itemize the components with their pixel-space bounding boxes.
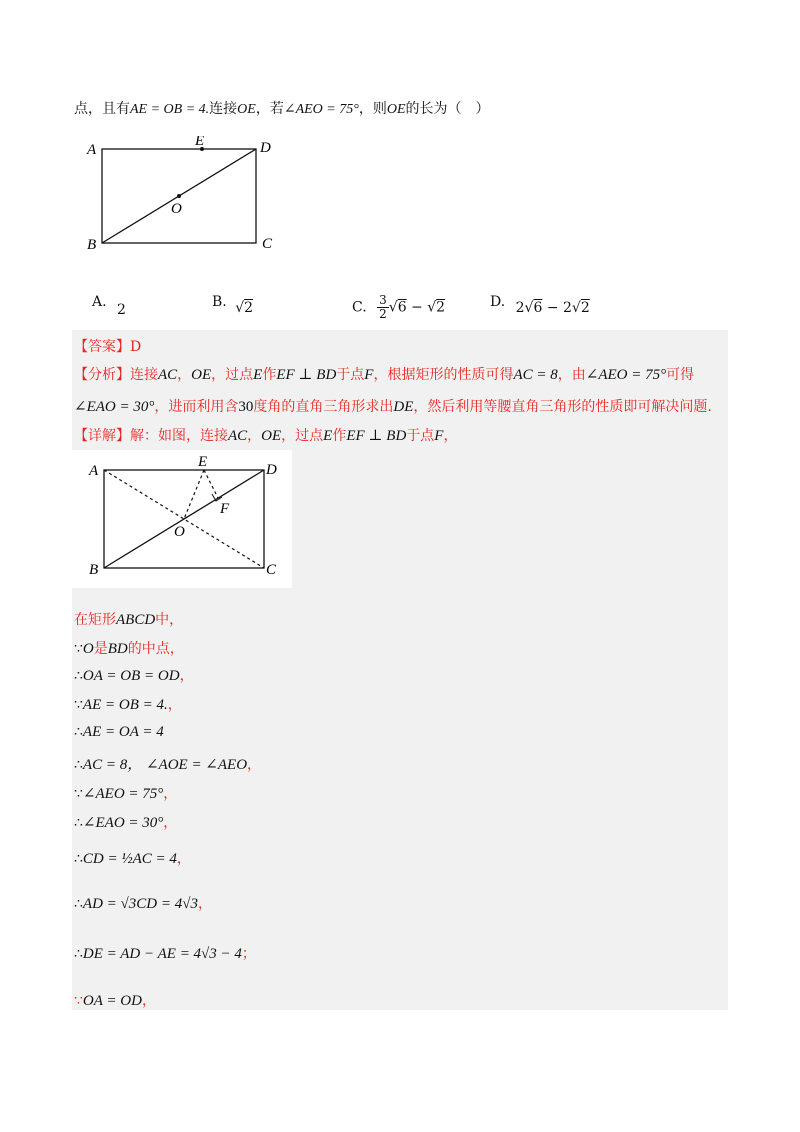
label-B: B (87, 237, 97, 253)
label-O: O (171, 201, 182, 217)
figure-rectangle-1 (80, 136, 320, 266)
label-F: F (220, 501, 230, 517)
answer-line: 【答案】D (74, 339, 142, 355)
step-5: ∴AE = OA = 4 (74, 724, 164, 740)
step-12: ∵OA = OD， (74, 993, 156, 1009)
option-b[interactable]: B. √2 (212, 294, 254, 316)
label-E: E (198, 454, 208, 470)
detail-line: 【详解】解：如图，连接AC，OE，过点E作EF ⊥ BD于点F， (74, 428, 458, 444)
analysis-line-1: 【分析】连接AC，OE，过点E作EF ⊥ BD于点F，根据矩形的性质可得AC = 8，由∠AEO = 75°可得 (74, 367, 695, 383)
label-C: C (266, 562, 277, 578)
label-C: C (262, 236, 273, 252)
label-D: D (260, 140, 271, 156)
label-O: O (174, 524, 185, 540)
step-7: ∵∠AEO = 75°， (74, 786, 178, 802)
step-9: ∴CD = ½AC = 4， (74, 851, 191, 867)
label-A: A (89, 463, 99, 479)
label-A: A (87, 142, 97, 158)
option-c[interactable]: C. 3 2 √6 − √2 (352, 293, 446, 321)
analysis-line-2: ∠EAO = 30°，进而利用含30度角的直角三角形求出DE，然后利用等腰直角三角形的性质即可解决问题. (74, 399, 712, 415)
step-11: ∴DE = AD − AE = 4√3 − 4； (74, 946, 256, 962)
figure-rectangle-2 (72, 450, 292, 588)
step-6: ∴AC = 8， ∠AOE = ∠AEO， (74, 757, 262, 773)
option-a[interactable]: A. 2 (92, 294, 126, 318)
step-4: ∵AE = OB = 4.， (74, 697, 182, 713)
option-d[interactable]: D. 2√6 − 2√2 (490, 294, 590, 316)
question-text: 点，且有AE = OB = 4.连接OE，若∠AEO = 75°，则OE的长为（ ） (74, 101, 490, 117)
label-B: B (89, 562, 99, 578)
label-D: D (266, 462, 277, 478)
step-2: ∵O是BD的中点， (74, 641, 184, 657)
step-3: ∴OA = OB = OD， (74, 668, 194, 684)
step-10: ∴AD = √3CD = 4√3， (74, 896, 212, 912)
step-8: ∴∠EAO = 30°， (74, 815, 178, 831)
step-1: 在矩形ABCD中， (74, 612, 184, 628)
label-E: E (195, 136, 205, 149)
